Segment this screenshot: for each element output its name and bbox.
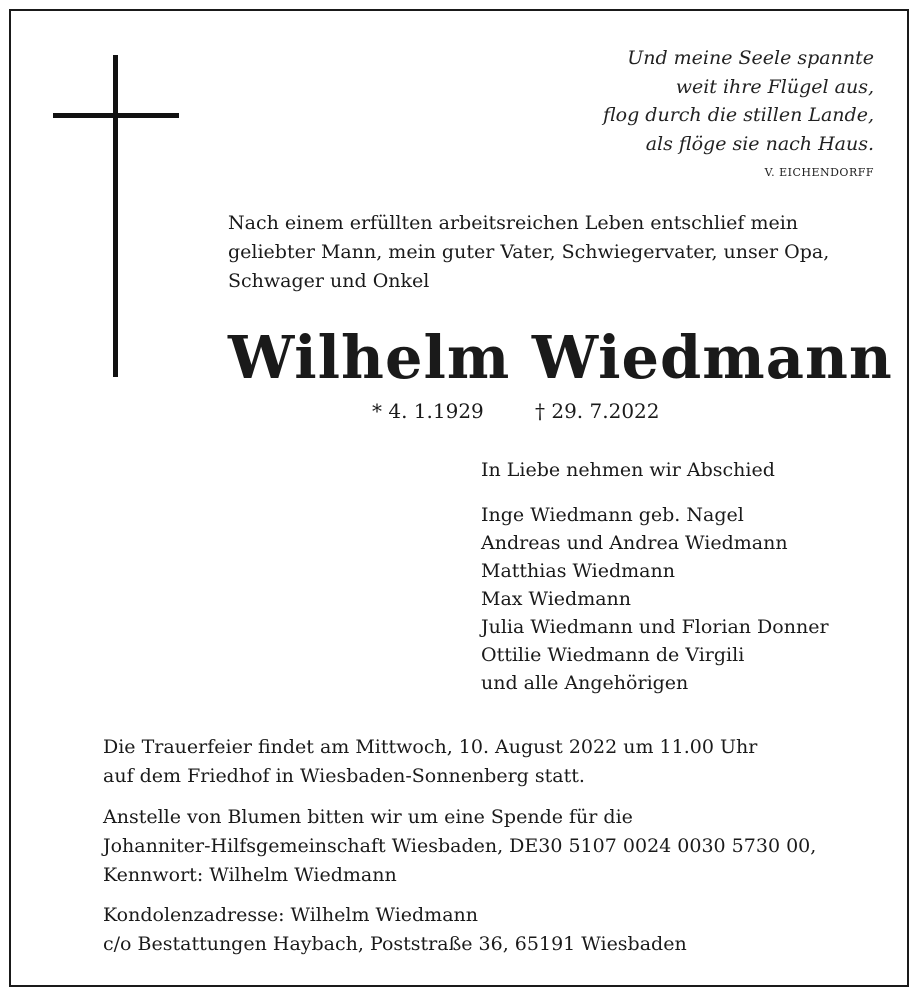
poem-author: V. EICHENDORFF — [764, 166, 874, 179]
funeral-info — [103, 733, 757, 791]
mourner-name: Andreas und Andrea Wiedmann — [481, 532, 788, 554]
birth-date: * 4. 1.1929 — [372, 399, 484, 423]
cross-vertical-bar — [113, 55, 118, 377]
mourner-name: Julia Wiedmann und Florian Donner — [481, 616, 829, 638]
poem-line: als flöge sie nach Haus. — [645, 132, 874, 155]
condolence-line: Kondolenzadresse: Wilhelm Wiedmann — [103, 904, 478, 926]
cross-horizontal-bar — [53, 113, 179, 118]
intro-text — [228, 209, 829, 296]
intro-line: Nach einem erfüllten arbeitsreichen Leben entschlief mein — [228, 212, 799, 234]
intro-line: Schwager und Onkel — [228, 270, 430, 292]
donation-info — [103, 803, 816, 890]
donation-line: Johanniter-Hilfsgemeinschaft Wiesbaden, DE30 5107 0024 0030 5730 00, — [103, 835, 817, 857]
mourner-name: Matthias Wiedmann — [481, 560, 675, 582]
mourner-name: Max Wiedmann — [481, 588, 632, 610]
death-date: † 29. 7.2022 — [535, 399, 660, 423]
poem-quote — [603, 44, 874, 181]
intro-line: geliebter Mann, mein guter Vater, Schwiegervater, unser Opa, — [228, 241, 830, 263]
mourner-name: Ottilie Wiedmann de Virgili — [481, 644, 745, 666]
mourners-list — [481, 456, 829, 697]
poem-line: weit ihre Flügel aus, — [675, 75, 874, 98]
donation-line: Kennwort: Wilhelm Wiedmann — [103, 864, 397, 886]
mourners-heading: In Liebe nehmen wir Abschied — [481, 459, 775, 481]
mourner-name: Inge Wiedmann geb. Nagel — [481, 504, 744, 526]
funeral-line: Die Trauerfeier findet am Mittwoch, 10. August 2022 um 11.00 Uhr — [103, 736, 758, 758]
condolence-address — [103, 901, 687, 959]
poem-line: Und meine Seele spannte — [627, 47, 874, 69]
mourner-name: und alle Angehörigen — [481, 672, 689, 694]
deceased-name: Wilhelm Wiedmann — [228, 323, 893, 392]
poem-line: flog durch die stillen Lande, — [602, 104, 874, 126]
funeral-line: auf dem Friedhof in Wiesbaden-Sonnenberg statt. — [103, 765, 585, 787]
donation-line: Anstelle von Blumen bitten wir um eine Spende für die — [103, 806, 633, 828]
condolence-line: c/o Bestattungen Haybach, Poststraße 36, 65191 Wiesbaden — [103, 933, 687, 955]
